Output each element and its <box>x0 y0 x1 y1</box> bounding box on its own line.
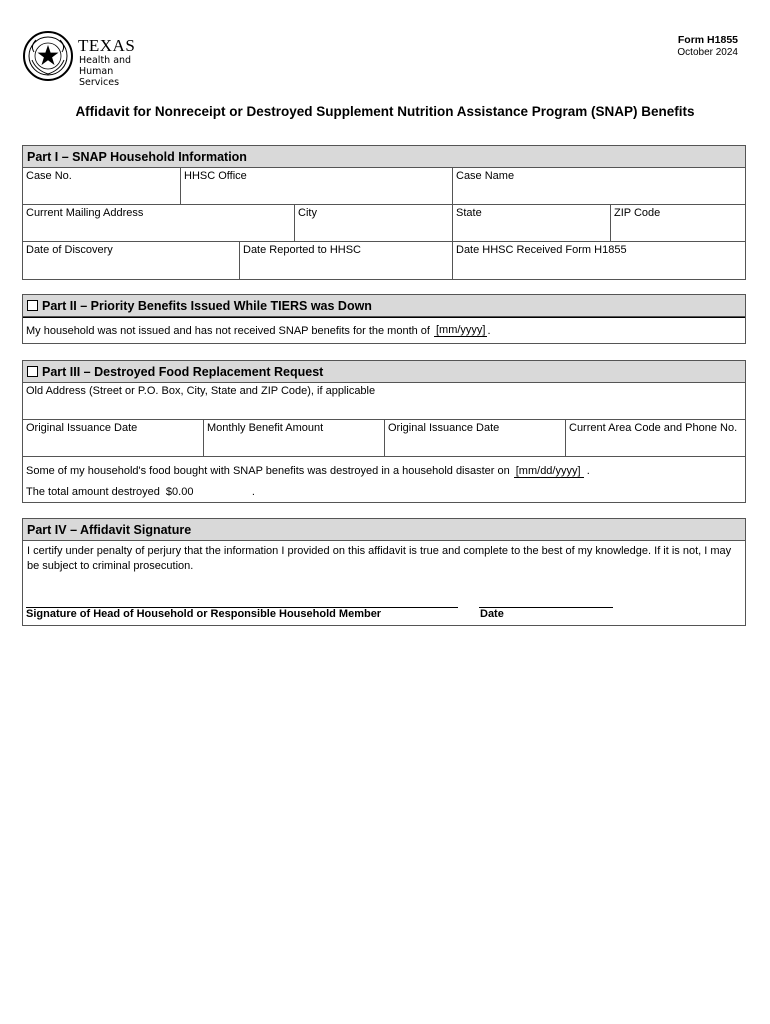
date-reported-field[interactable] <box>240 242 453 279</box>
destroyed-line <box>26 460 742 482</box>
part1-row2 <box>23 205 745 242</box>
monthly-benefit-label: Monthly Benefit Amount <box>207 422 324 434</box>
part1-section <box>22 145 746 280</box>
zip-label: ZIP Code <box>614 207 661 219</box>
part3-checkbox[interactable] <box>27 366 38 377</box>
case-name-label: Case Name <box>456 170 515 182</box>
total-label: The total amount destroyed <box>26 486 160 498</box>
part3-heading-row <box>23 361 745 383</box>
case-no-label: Case No. <box>26 170 72 182</box>
mailing-address-field[interactable] <box>23 205 295 241</box>
part2-heading-row <box>23 295 745 317</box>
part2-period: . <box>487 324 491 337</box>
logo-agency-line1: Health and Human <box>79 55 132 77</box>
hhsc-office-label: HHSC Office <box>184 170 247 182</box>
city-field[interactable] <box>295 205 453 241</box>
form-date: October 2024 <box>677 47 738 58</box>
part3-row2 <box>23 420 745 457</box>
certify-text: I certify under penalty of perjury that the information I provided on this affidavit is true and complete to the best of my knowledge. If it is not, I may be subject to criminal prosecution. <box>27 545 732 572</box>
part3-row3 <box>23 457 745 502</box>
texas-seal-icon <box>22 30 74 82</box>
mailing-address-label: Current Mailing Address <box>26 207 144 219</box>
signature-label: Signature of Head of Household or Responsible Household Member <box>26 608 382 620</box>
form-number: Form H1855 <box>677 34 738 46</box>
part3-heading: Part III – Destroyed Food Replacement Request <box>42 364 324 379</box>
orig-issuance-2-label: Original Issuance Date <box>388 422 500 434</box>
destroyed-period: . <box>586 465 590 477</box>
orig-issuance-1-field[interactable] <box>23 420 204 456</box>
part2-statement-row <box>23 317 745 343</box>
date-reported-label: Date Reported to HHSC <box>243 244 361 256</box>
total-period: . <box>251 486 255 498</box>
part4-heading: Part IV – Affidavit Signature <box>23 519 745 541</box>
part2-checkbox[interactable] <box>27 300 38 311</box>
monthly-benefit-field[interactable] <box>204 420 385 456</box>
disaster-date-input[interactable]: [mm/dd/yyyy] <box>514 465 584 478</box>
zip-field[interactable] <box>611 205 745 241</box>
part2-statement: My household was not issued and has not received SNAP benefits for the month of <box>26 324 430 337</box>
orig-issuance-2-field[interactable] <box>385 420 566 456</box>
logo-agency-line2: Services <box>79 77 120 88</box>
page-title: Affidavit for Nonreceipt or Destroyed Supplement Nutrition Assistance Program (SNAP) Benefits <box>75 104 695 119</box>
part1-heading: Part I – SNAP Household Information <box>23 146 745 168</box>
logo-state-text: TEXAS <box>78 36 136 55</box>
part1-row1 <box>23 168 745 205</box>
total-amount-input[interactable]: $0.00 <box>165 486 194 498</box>
case-name-field[interactable] <box>453 168 745 204</box>
part1-row3 <box>23 242 745 279</box>
destroyed-statement: Some of my household's food bought with SNAP benefits was destroyed in a household disaster on <box>26 465 510 477</box>
date-discovery-label: Date of Discovery <box>26 244 113 256</box>
case-no-field[interactable] <box>23 168 181 204</box>
date-discovery-field[interactable] <box>23 242 240 279</box>
month-input[interactable]: [mm/yyyy] <box>435 324 486 336</box>
hhsc-office-field[interactable] <box>181 168 453 204</box>
texas-hhs-logo <box>22 30 162 88</box>
part2-section <box>22 294 746 344</box>
part2-heading: Part II – Priority Benefits Issued While TIERS was Down <box>42 298 372 313</box>
old-address-field[interactable] <box>23 383 745 419</box>
date-received-field[interactable] <box>453 242 745 279</box>
part3-section <box>22 360 746 503</box>
city-label: City <box>298 207 317 219</box>
total-line <box>26 482 742 502</box>
part3-row1 <box>23 383 745 420</box>
orig-issuance-1-label: Original Issuance Date <box>26 422 138 434</box>
old-address-label: Old Address (Street or P.O. Box, City, State and ZIP Code), if applicable <box>26 385 376 397</box>
part4-section <box>22 518 746 626</box>
date-received-label: Date HHSC Received Form H1855 <box>456 244 627 256</box>
date-label: Date <box>480 608 504 620</box>
logo-agency-text <box>79 55 162 88</box>
state-field[interactable] <box>453 205 611 241</box>
phone-label: Current Area Code and Phone No. <box>569 422 738 434</box>
phone-field[interactable] <box>566 420 745 456</box>
state-label: State <box>456 207 482 219</box>
